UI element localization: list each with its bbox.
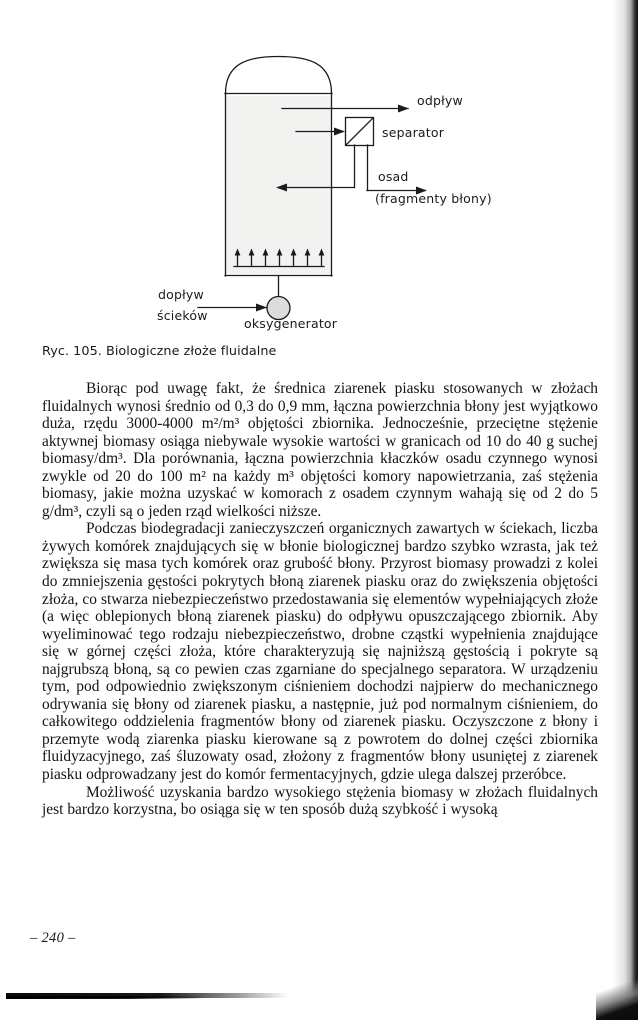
figure-fluidized-bed-diagram [0,0,600,340]
figure-caption: Ryc. 105. Biologiczne złoże fluidalne [42,344,277,359]
scan-edge-corner [596,962,638,1020]
body-text-block [42,380,598,819]
paragraph-text: Możliwość uzyskania bardzo wysokiego stężenia biomasy w złożach fluidalnych jest bardzo korzystna, bo osiąga się w ten sposób dużą szybkość i wysoką [42,783,598,819]
separator-diagonal [346,118,373,145]
label-effluent: odpływ [417,93,463,108]
page-number: – 240 – [30,930,76,946]
vessel-dome [226,57,332,94]
paragraph [42,784,598,819]
paragraph [42,520,598,783]
label-separator: separator [382,125,445,140]
label-inflow-line1: dopływ [158,287,204,302]
inflow-arrowhead [256,304,267,312]
scan-edge-bottom-dark [6,996,206,999]
label-sludge-detail: (fragmenty błony) [375,191,492,206]
effluent-arrowhead [398,105,409,113]
scan-edge-right [612,0,638,1000]
label-oxygenator: oksygenerator [244,316,338,331]
paragraph-text: Podczas biodegradacji zanieczyszczeń organicznych zawartych w ściekach, liczba żywych komórek znajdujących się w błonie biologicznej bardzo szybko wzrasta, jak też zwiększa się masa tych komórek oraz grubość błony. Przyrost biomasy prowadzi z kolei do zmniejszenia gęstości pokrytych błoną ziarenek piasku oraz do zwiększenia objętości złoża, co stwarza niebezpieczeństwo przedostawania się elementów wypełniających złoże (a więc oblepionych błoną ziarenek piasku) do odpływu opuszczającego zbiornik. Aby wyeliminować tego rodzaju niebezpieczeństwo, drobne cząstki wypełnienia znajdujące się w górnej części złoża, które charakteryzują się najniższą gęstością i pokryte są najgrubszą błoną, są co pewien czas zgarniane do specjalnego separatora. W urządzeniu tym, pod odpowiednio zwiększonym ciśnieniem dochodzi najpierw do mechanicznego odrywania się błony od ziarenek piasku, a następnie, już pod normalnym ciśnieniem, do całkowitego oddzielenia fragmentów błony od ziarenek piasku. Oczyszczone z błony i przemyte wodą ziarenka piasku kierowane są z powrotem do dolnej części zbiornika fluidyzacyjnego, zaś śluzowaty osad, złożony z fragmentów błony usuniętej z ziarenek piasku odprowadzany jest do komór fermentacyjnych, gdzie ulega dalszej przeróbce. [42,520,598,784]
separator-feed-arrowhead [334,128,345,136]
paragraph-text: Biorąc pod uwagę fakt, że średnica ziarenek piasku stosowanych w złożach fluidalnych wynosi średnio od 0,3 do 0,9 mm, łączna powierzchnia błony jest wyjątkowo duża, rzędu 3000-4000 m²/m³ objętości zbiornika. Jednocześnie, przeciętne stężenie aktywnej biomasy osiąga niebywale wysokie wartości w granicach od 10 do 40 g suchej biomasy/dm³. Dla porównania, łączna powierzchnia kłaczków osadu czynnego wynosi zwykle od 20 do 100 m² na każdy m³ objętości komory napowietrzania, zaś stężenia biomasy, jakie można uzyskać w komorach z osadem czynnym wahają się od 2 do 5 g/dm³, czyli są o jeden rząd wielkości niższe. [42,380,598,520]
paragraph [42,380,598,520]
label-sludge: osad [378,169,409,184]
sand-bed-fill [226,96,331,274]
label-inflow-line2: ścieków [157,308,208,323]
